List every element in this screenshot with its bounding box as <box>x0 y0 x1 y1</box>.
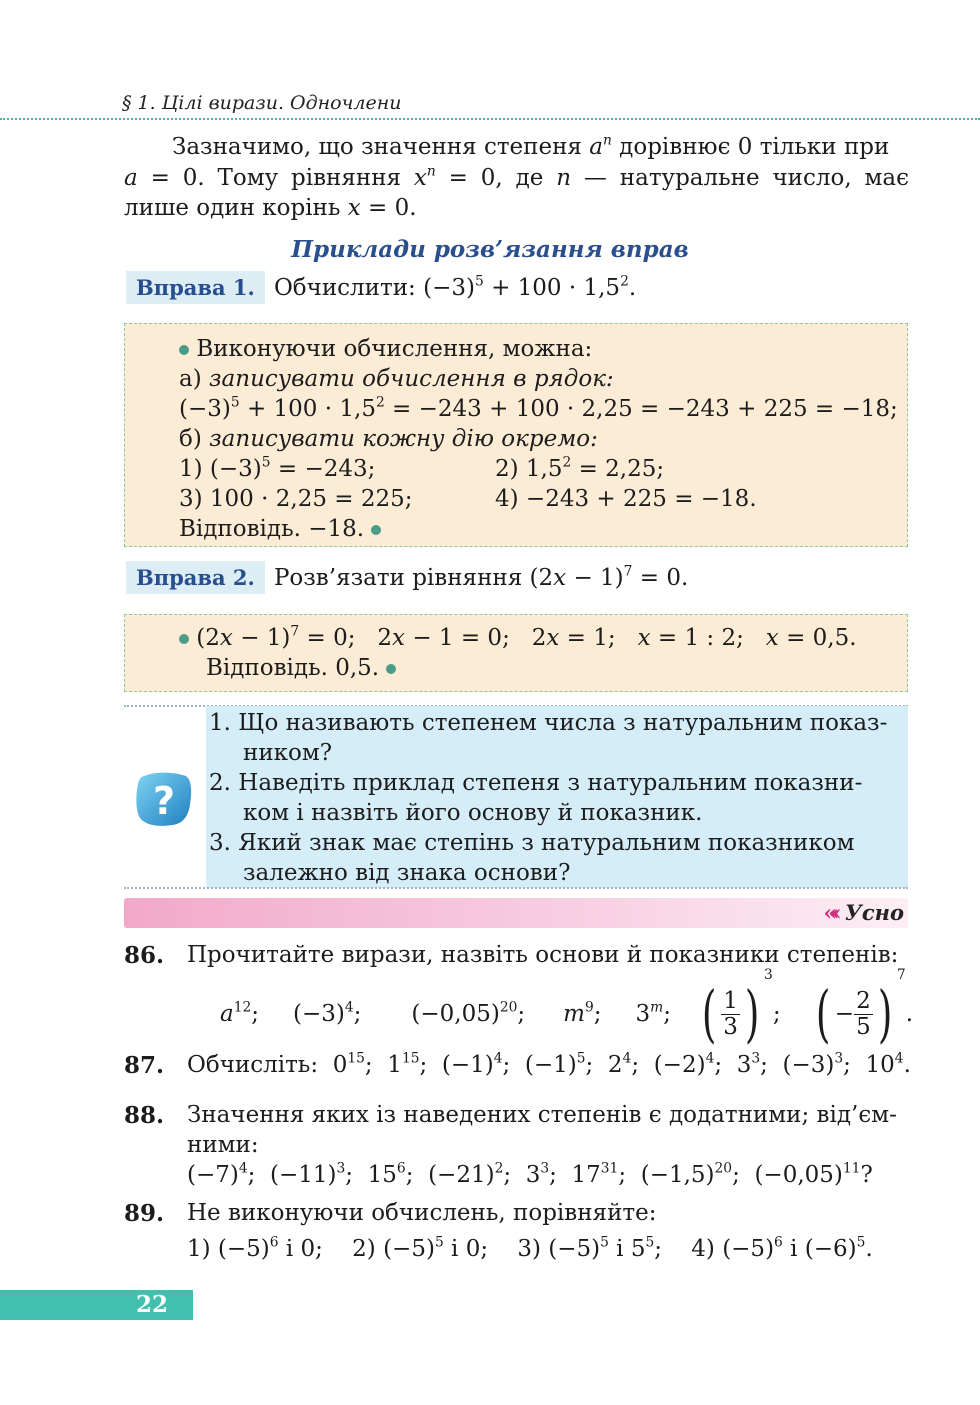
solution-step-4: 4) −243 + 225 = −18. <box>495 486 757 512</box>
problem-86-expressions: $a^{12}$; $(-3)^4$; $(-0,05)^{20}$; $m^9$; 3$^m$; ( $\frac{1}{3}$ ) 3 ; ( − $\frac{2}{5}$ ) 7 . <box>220 967 913 1050</box>
bullet-dot-icon <box>179 634 189 644</box>
solution-step-2: 2) $1,5^2 = 2,25$; <box>495 454 665 482</box>
exercise-1-header <box>126 275 636 301</box>
fraction-one-third: ( $\frac{1}{3}$ ) 3 ; <box>701 967 781 1050</box>
intro-paragraph: Зазначимо, що значення степеня $a^n$ дорівнює 0 тільки при a = 0. Тому рівняння $x^n = 0$, де n — натуральне число, має лише один корінь x = 0. <box>124 132 909 221</box>
question-3-cont: залежно від знака основи? <box>243 860 571 886</box>
problem-87-text: Обчисліть: $0^{15}$; $1^{15}$; $(-1)^4$; $(-1)^5$; $2^4$; $(-2)^4$; $3^3$; $(-3)^3$; $10^4$. <box>187 1050 911 1078</box>
solution-answer: Відповідь. −18. <box>179 516 381 542</box>
problem-86-text: Прочитайте вирази, назвіть основи й показники степенів: <box>187 942 899 968</box>
solution-step-1: 1) $(-3)^5 = -243$; <box>179 454 376 482</box>
question-2: 2. Наведіть приклад степеня з натуральним показни- <box>209 770 863 796</box>
solution-line: $(-3)^5 + 100 \cdot 1,5^2 = -243 + 100 \cdot 2,25 = -243 + 225 = -18$; <box>179 394 898 422</box>
question-1-cont: ником? <box>243 740 333 766</box>
problem-88-text: Значення яких із наведених степенів є додатними; від’єм- <box>187 1102 897 1128</box>
problem-88-expressions: $(-7)^4$; $(-11)^3$; $15^6$; $(-21)^2$; $3^3$; $17^{31}$; $(-1,5)^{20}$; $(-0,05)^{11}$? <box>187 1160 873 1188</box>
exercise-2-label: Вправа 2. <box>126 561 265 594</box>
problem-89-items: 1) $(-5)^6$ і 0; 2) $(-5)^5$ і 0; 3) $(-5)^5$ і $5^5$; 4) $(-5)^6$ і $(-6)^5$. <box>187 1234 873 1262</box>
fraction-minus-two-fifths: ( − $\frac{2}{5}$ ) 7 . <box>815 967 913 1050</box>
question-1: 1. Що називають степенем числа з натуральним показ- <box>209 710 888 736</box>
solution-line: а) записувати обчислення в рядок: <box>179 366 614 392</box>
bullet-dot-icon <box>371 525 381 535</box>
running-header: § 1. Цілі вирази. Одночлени <box>122 92 402 114</box>
chevron-arrows-icon: «‹‹ <box>823 900 836 925</box>
bullet-dot-icon <box>179 345 189 355</box>
bullet-dot-icon <box>386 664 396 674</box>
questions-bottom-rule <box>124 887 908 889</box>
page-number: 22 <box>136 1291 169 1318</box>
exercise-2-header <box>126 565 688 591</box>
svg-text:?: ? <box>152 779 176 823</box>
exercise-1-label: Вправа 1. <box>126 271 265 304</box>
exercise-1-text: Обчислити: $(-3)^5 + 100 \cdot 1,5^2$. <box>273 273 637 301</box>
oral-exercises-label: «‹‹ Усно <box>823 900 904 925</box>
problem-89-number: 89. <box>124 1200 165 1227</box>
problem-88-text-cont: ними: <box>187 1132 259 1158</box>
exercise-1-solution <box>124 323 908 547</box>
question-3: 3. Який знак має степінь з натуральним показником <box>209 830 855 856</box>
problem-86-number: 86. <box>124 942 165 969</box>
solution-answer: Відповідь. 0,5. <box>206 655 396 681</box>
exercise-2-solution <box>124 614 908 692</box>
section-title: Приклади розв’язання вправ <box>291 236 689 263</box>
solution-step-3: 3) 100 · 2,25 = 225; <box>179 486 413 512</box>
solution-line: $(2x - 1)^7 = 0$; 2x − 1 = 0; 2x = 1; x = 1 : 2; x = 0,5. <box>179 625 857 651</box>
problem-87-number: 87. <box>124 1052 165 1079</box>
problem-89-text: Не виконуючи обчислень, порівняйте: <box>187 1200 657 1226</box>
solution-line: Виконуючи обчислення, можна: <box>179 336 592 362</box>
oral-exercises-bar <box>124 898 908 928</box>
solution-line: б) записувати кожну дію окремо: <box>179 426 598 452</box>
problem-88-number: 88. <box>124 1102 165 1129</box>
header-divider <box>0 118 980 120</box>
question-2-cont: ком і назвіть його основу й показник. <box>243 800 703 826</box>
question-icon <box>134 770 194 832</box>
exercise-2-text: Розв’язати рівняння $(2x - 1)^7 = 0$. <box>273 563 689 591</box>
